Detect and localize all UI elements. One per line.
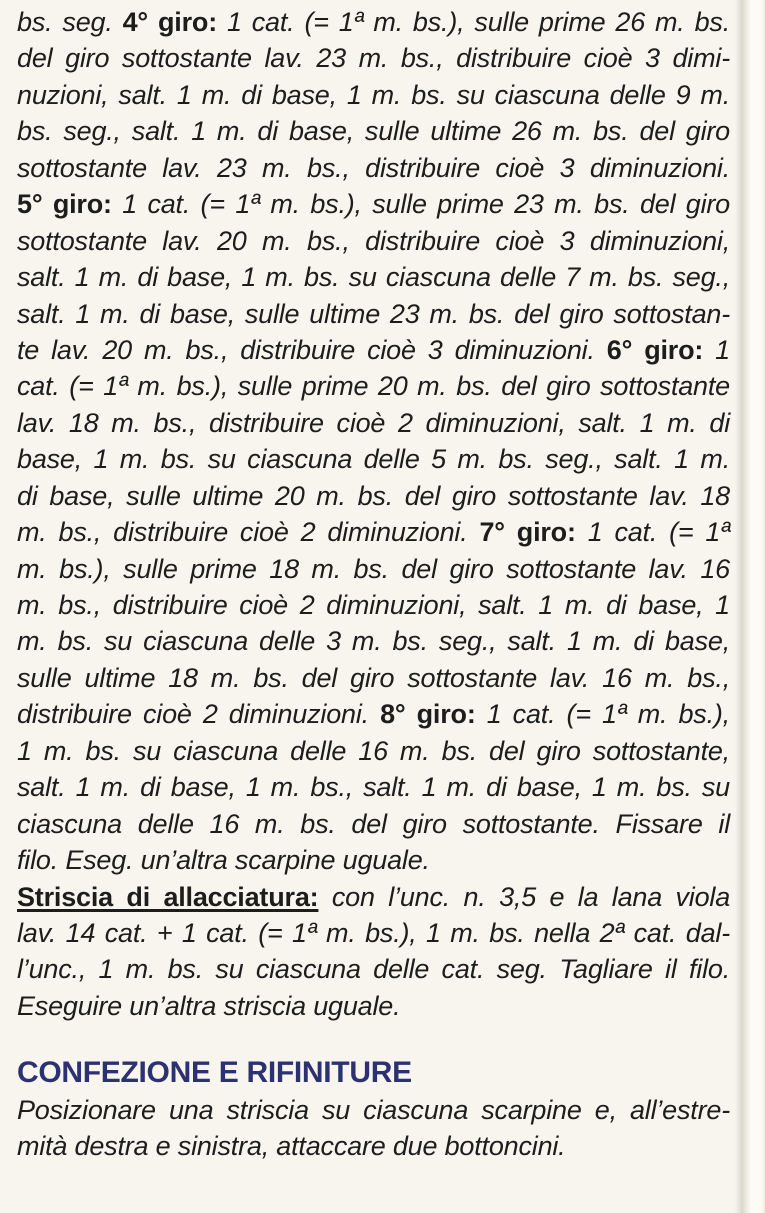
text-line [17,478,730,514]
text-segment: ciascuna delle 16 m. bs. del giro sottostante. Fissare il [17,808,730,839]
text-line [17,551,730,587]
text-line [17,696,730,732]
text-line [17,150,730,186]
text-line [17,915,730,951]
text-line [17,40,730,76]
text-line [17,113,730,149]
text-line [17,441,730,477]
round-label: 7° giro: [479,517,588,548]
text-segment: bs. seg., salt. 1 m. di base, sulle ultime 26 m. bs. del giro [17,116,730,147]
text-segment: m. bs., distribuire cioè 2 diminuzioni. [17,517,480,548]
subsection-label: Striscia di allacciatura: [17,881,319,912]
text-segment: salt. 1 m. di base, sulle ultime 23 m. bs. del giro sottostan- [17,298,730,329]
text-segment: del giro sottostante lav. 23 m. bs., distribuire cioè 3 dimi- [17,43,730,74]
text-line [17,951,730,987]
text-segment: bs. seg. [17,7,123,37]
text-segment: 1 cat. (= 1ª [587,517,730,548]
text-segment: sottostante lav. 23 m. bs., distribuire cioè 3 diminuzioni. [17,152,730,183]
text-line [17,368,730,404]
text-segment: Eseguire un’altra striscia uguale. [17,990,401,1021]
text-segment: m. bs. su ciascuna delle 3 m. bs. seg., salt. 1 m. di base, [17,626,730,657]
pattern-text [17,4,730,1165]
text-segment: cat. (= 1ª m. bs.), sulle prime 20 m. bs. del giro sottostante [17,371,730,402]
pattern-paragraph-rounds [17,4,730,879]
text-segment: 1 cat. (= 1ª m. bs.), [486,699,730,730]
text-segment: sulle ultime 18 m. bs. del giro sottostante lav. 16 m. bs., [17,662,730,693]
text-line [17,842,730,878]
text-line [17,988,730,1024]
text-line [17,587,730,623]
text-line [17,332,730,368]
text-segment: Posizionare una striscia su ciascuna scarpine e, all’estre- [17,1094,730,1125]
text-line [17,405,730,441]
text-segment: m. bs., distribuire cioè 2 diminuzioni, salt. 1 m. di base, 1 [17,590,730,620]
text-line [17,1128,730,1164]
text-segment: sottostante lav. 20 m. bs., distribuire cioè 3 diminuzioni, [17,225,730,256]
pattern-paragraph-strap [17,879,730,1025]
round-label: 4° giro: [122,7,227,37]
text-line [17,223,730,259]
text-line [17,623,730,659]
text-line [17,1092,730,1128]
text-segment: distribuire cioè 2 diminuzioni. [17,699,381,730]
text-segment: nuzioni, salt. 1 m. di base, 1 m. bs. su ciascuna delle 9 m. [17,79,730,110]
round-label: 6° giro: [606,334,716,365]
text-segment: con l’unc. n. 3,5 e la lana viola [318,881,731,912]
text-line [17,879,730,915]
text-segment: 1 [715,334,730,365]
text-segment: 1 cat. (= 1ª m. bs.), sulle prime 23 m. bs. del giro [122,189,730,220]
text-line [17,296,730,332]
round-label: 5° giro: [17,189,123,220]
text-line [17,77,730,113]
text-segment: salt. 1 m. di base, 1 m. bs., salt. 1 m. di base, 1 m. bs. su [17,772,730,803]
text-line [17,514,730,550]
text-segment: filo. Eseg. un’altra scarpine uguale. [17,845,430,876]
round-label: 8° giro: [380,699,487,730]
text-line [17,4,730,40]
text-line [17,733,730,769]
text-line [17,660,730,696]
text-segment: 1 cat. (= 1ª m. bs.), sulle prime 26 m. bs. [226,7,730,37]
text-line [17,806,730,842]
text-segment: lav. 18 m. bs., distribuire cioè 2 diminuzioni, salt. 1 m. di [17,407,730,438]
text-segment: te lav. 20 m. bs., distribuire cioè 3 diminuzioni. [17,334,607,365]
text-line [17,186,730,222]
text-segment: salt. 1 m. di base, 1 m. bs. su ciascuna delle 7 m. bs. seg., [17,262,730,293]
text-segment: mità destra e sinistra, attaccare due bottoncini. [17,1131,566,1162]
pattern-paragraph-finishing [17,1092,730,1165]
page-edge [735,0,765,1213]
text-segment: l’unc., 1 m. bs. su ciascuna delle cat. seg. Tagliare il filo. [17,954,730,985]
text-segment: 1 m. bs. su ciascuna delle 16 m. bs. del giro sottostante, [17,735,730,766]
text-segment: lav. 14 cat. + 1 cat. (= 1ª m. bs.), 1 m. bs. nella 2ª cat. dal- [17,917,730,948]
section-heading: CONFEZIONE E RIFINITURE [17,1056,412,1090]
text-segment: di base, sulle ultime 20 m. bs. del giro sottostante lav. 18 [17,480,730,511]
text-line [17,259,730,295]
text-segment: base, 1 m. bs. su ciascuna delle 5 m. bs. seg., salt. 1 m. [17,444,730,475]
text-segment: m. bs.), sulle prime 18 m. bs. del giro sottostante lav. 16 [17,553,730,584]
text-line [17,769,730,805]
